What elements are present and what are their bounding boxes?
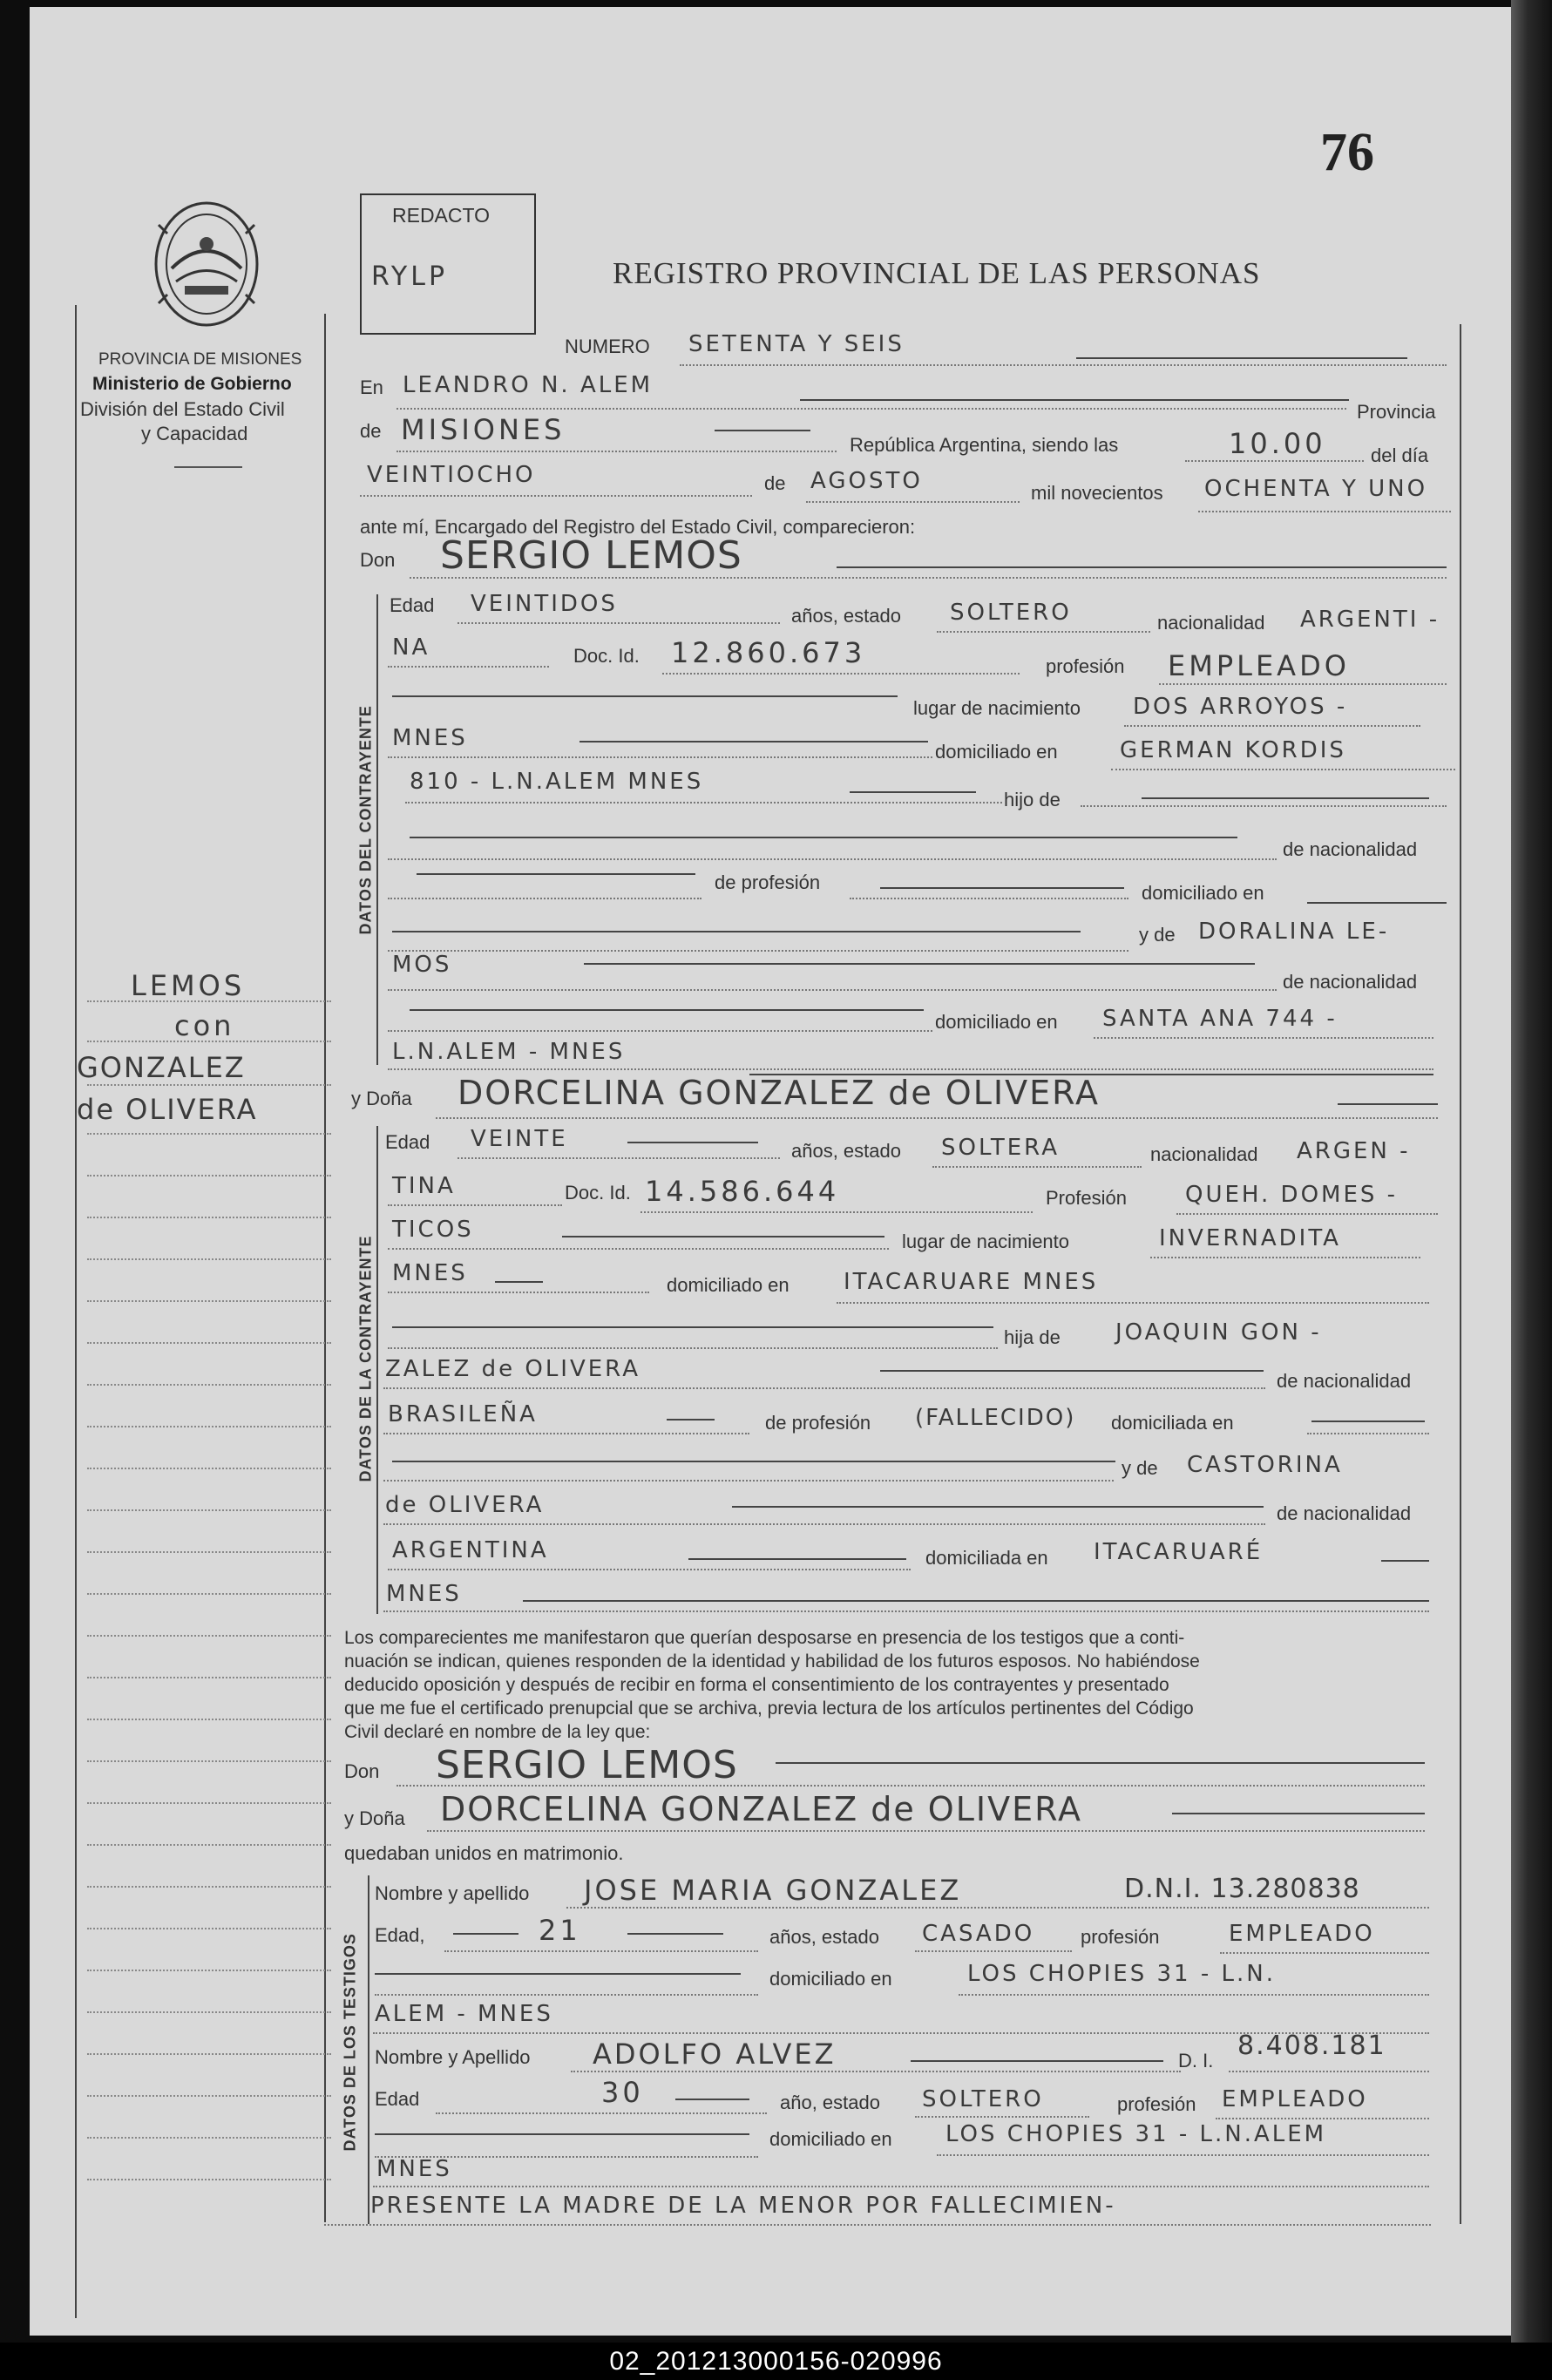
- f-padre-prof-value: (FALLECIDO): [915, 1405, 1076, 1431]
- f-y-de-label: y de: [1122, 1457, 1158, 1479]
- f-padre-prof-label: de profesión: [765, 1412, 871, 1434]
- t2-nombre-label: Nombre y Apellido: [375, 2046, 531, 2068]
- f-padre-nac-value: BRASILEÑA: [388, 1401, 538, 1427]
- c-madre-dom-value: SANTA ANA 744 -: [1102, 1006, 1338, 1032]
- t2-prof-value: EMPLEADO: [1222, 2086, 1368, 2112]
- registry-title: REGISTRO PROVINCIAL DE LAS PERSONAS: [613, 256, 1261, 290]
- c-domiciliado-label: domiciliado en: [935, 741, 1058, 763]
- f-edad-label: Edad: [385, 1131, 430, 1153]
- c-madre-dom-label: domiciliado en: [935, 1011, 1058, 1033]
- f-madre-nac-label: de nacionalidad: [1277, 1502, 1412, 1524]
- nota-final: PRESENTE LA MADRE DE LA MENOR POR FALLECIMIEN-: [370, 2193, 1116, 2219]
- t1-prof-value: EMPLEADO: [1229, 1921, 1375, 1947]
- ministry-label: Ministerio de Gobierno: [92, 374, 292, 394]
- datos-testigos-label: DATOS DE LOS TESTIGOS: [341, 1933, 359, 2152]
- declaration-line-2: nuación se indican, quienes responden de la identidad y habilidad de los futuros esposos. No habiéndose: [344, 1651, 1200, 1671]
- f-profesion-label: Profesión: [1046, 1187, 1127, 1209]
- t2-edad-label: Edad: [375, 2088, 420, 2110]
- numero-value: SETENTA Y SEIS: [688, 331, 905, 357]
- t1-edad-value: 21: [539, 1914, 581, 1947]
- provincial-seal-icon: [150, 199, 263, 329]
- t2-estado-value: SOLTERO: [922, 2086, 1044, 2112]
- en-label: En: [360, 376, 383, 398]
- c-profesion-label: profesión: [1046, 655, 1125, 677]
- del-dia-label: del día: [1371, 444, 1429, 466]
- t1-dni-value: D.N.I. 13.280838: [1124, 1874, 1360, 1904]
- page-number: 76: [1320, 123, 1374, 182]
- contrayenta-nombre: DORCELINA GONZALEZ de OLIVERA: [457, 1074, 1100, 1112]
- c-lugar-label: lugar de nacimiento: [913, 697, 1081, 719]
- esposo-nombre: SERGIO LEMOS: [436, 1743, 738, 1787]
- t1-dom-value-2: ALEM - MNES: [375, 2001, 553, 2027]
- f-madre-dom-value: ITACARUARÉ: [1094, 1539, 1264, 1565]
- f-padre-value: JOAQUIN GON -: [1115, 1319, 1322, 1346]
- f-padre-value-2: ZALEZ de OLIVERA: [385, 1356, 640, 1382]
- c-estado-value: SOLTERO: [950, 600, 1072, 626]
- f-padre-dom-label: domiciliada en: [1111, 1412, 1234, 1434]
- margin-note-1: LEMOS: [131, 969, 246, 1002]
- provincia-label: Provincia: [1357, 401, 1436, 423]
- t1-nombre-value: JOSE MARIA GONZALEZ: [584, 1874, 962, 1907]
- datos-contrayenta-label: DATOS DE LA CONTRAYENTE: [356, 1235, 375, 1482]
- de-label: de: [360, 420, 382, 442]
- f-madre-value-2: de OLIVERA: [385, 1492, 545, 1518]
- margin-note-3: GONZALEZ: [77, 1051, 246, 1084]
- declaration-line-3: deducido oposición y después de recibir en forma el consentimiento de los contrayentes y presentado: [344, 1675, 1169, 1695]
- c-lugar-value-2: MNES: [392, 725, 468, 751]
- c-lugar-value: DOS ARROYOS -: [1133, 694, 1348, 720]
- c-doc-value: 12.860.673: [671, 636, 866, 669]
- localidad-value: LEANDRO N. ALEM: [403, 372, 654, 398]
- declaration-line-5: Civil declaré en nombre de la ley que:: [344, 1722, 651, 1742]
- province-label: PROVINCIA DE MISIONES: [98, 350, 302, 369]
- f-anos-estado-label: años, estado: [791, 1140, 901, 1162]
- f-prof-value-2: TICOS: [392, 1217, 474, 1243]
- de-mes-label: de: [764, 472, 786, 494]
- t1-edad-label: Edad,: [375, 1924, 425, 1946]
- ante-mi-text: ante mí, Encargado del Registro del Estado Civil, comparecieron:: [360, 516, 916, 538]
- margin-note-4: de OLIVERA: [77, 1093, 258, 1126]
- contrayente-nombre: SERGIO LEMOS: [440, 533, 742, 578]
- mil-label: mil novecientos: [1031, 482, 1163, 504]
- t1-estado-value: CASADO: [922, 1921, 1035, 1947]
- quedaban-text: quedaban unidos en matrimonio.: [344, 1842, 624, 1864]
- c-madre-dom-value-2: L.N.ALEM - MNES: [392, 1039, 626, 1065]
- f-lugar-value: INVERNADITA: [1159, 1225, 1341, 1251]
- t1-dom-value: LOS CHOPIES 31 - L.N.: [967, 1961, 1276, 1987]
- f-padre-nac-label: de nacionalidad: [1277, 1370, 1412, 1392]
- c-madre-nac-label: de nacionalidad: [1283, 971, 1418, 993]
- c-dom-value-2: 810 - L.N.ALEM MNES: [410, 769, 704, 795]
- division-label: División del Estado Civil: [80, 398, 285, 420]
- republica-label: República Argentina, siendo las: [850, 434, 1119, 456]
- f-dom-value: ITACARUARE MNES: [844, 1269, 1099, 1295]
- t2-di-value: 8.408.181: [1237, 2031, 1386, 2061]
- declaration-line-1: Los comparecientes me manifestaron que querían desposarse en presencia de los testigos que a conti-: [344, 1628, 1185, 1648]
- t2-ano-estado-label: año, estado: [780, 2092, 880, 2113]
- c-edad-label: Edad: [390, 594, 435, 616]
- division-label-2: y Capacidad: [141, 423, 248, 444]
- c-nac-value-2: NA: [392, 634, 430, 661]
- c-doc-label: Doc. Id.: [573, 645, 640, 667]
- f-madre-value: CASTORINA: [1187, 1452, 1343, 1478]
- datos-contrayente-label: DATOS DEL CONTRAYENTE: [356, 705, 375, 935]
- mes-value: AGOSTO: [810, 468, 923, 494]
- f-estado-value: SOLTERA: [941, 1135, 1060, 1161]
- book-spine: [1511, 0, 1552, 2344]
- c-nacionalidad-label: nacionalidad: [1157, 612, 1265, 634]
- footer-caption: 02_201213000156-020996: [0, 2343, 1552, 2380]
- t2-dom-value: LOS CHOPIES 31 - L.N.ALEM: [945, 2121, 1327, 2147]
- c-padre-prof-label: de profesión: [715, 871, 821, 893]
- f-prof-value: QUEH. DOMES -: [1185, 1182, 1399, 1208]
- c-madre-value: DORALINA LE-: [1198, 919, 1390, 945]
- f-nac-value-2: TINA: [392, 1173, 456, 1199]
- hora-value: 10.00: [1229, 427, 1326, 460]
- t2-edad-value: 30: [601, 2076, 644, 2109]
- t2-dom-value-2: MNES: [376, 2156, 452, 2182]
- t1-nombre-label: Nombre y apellido: [375, 1882, 530, 1904]
- don-label: Don: [360, 549, 396, 571]
- t2-nombre-value: ADOLFO ALVEZ: [593, 2038, 837, 2071]
- c-nac-value: ARGENTI -: [1300, 607, 1440, 633]
- dona2-label: y Doña: [344, 1807, 405, 1829]
- c-prof-value: EMPLEADO: [1168, 649, 1350, 682]
- c-padre-dom-label: domiciliado en: [1142, 882, 1264, 904]
- dia-value: VEINTIOCHO: [367, 462, 536, 488]
- redacto-label: REDACTO: [392, 204, 491, 227]
- t2-di-label: D. I.: [1178, 2050, 1214, 2071]
- provincia-value: MISIONES: [401, 413, 566, 446]
- redacto-initials: RYLP: [371, 261, 449, 292]
- t2-profesion-label: profesión: [1117, 2093, 1196, 2115]
- f-doc-value: 14.586.644: [645, 1175, 840, 1208]
- f-lugar-label: lugar de nacimiento: [902, 1231, 1070, 1252]
- t2-domiciliado-label: domiciliado en: [769, 2128, 892, 2150]
- f-madre-nac-value: ARGENTINA: [392, 1537, 549, 1563]
- f-madre-dom-label: domiciliada en: [925, 1547, 1048, 1569]
- f-doc-label: Doc. Id.: [565, 1182, 631, 1204]
- dona-label: y Doña: [351, 1088, 412, 1109]
- f-hija-de-label: hija de: [1004, 1326, 1061, 1348]
- c-dom-value: GERMAN KORDIS: [1120, 737, 1346, 763]
- t1-anos-estado-label: años, estado: [769, 1926, 879, 1948]
- c-padre-nac-label: de nacionalidad: [1283, 838, 1418, 860]
- declaration-line-4: que me fue el certificado prenupcial que se archiva, previa lectura de los artículos pertinentes del Código: [344, 1699, 1194, 1719]
- f-nac-value: ARGEN -: [1297, 1138, 1411, 1164]
- margin-note-2: con: [174, 1009, 235, 1042]
- f-edad-value: VEINTE: [471, 1126, 568, 1152]
- anio-value: OCHENTA Y UNO: [1204, 476, 1428, 502]
- c-hijo-de-label: hijo de: [1004, 789, 1061, 810]
- f-lugar-value-2: MNES: [392, 1260, 468, 1286]
- f-nacionalidad-label: nacionalidad: [1150, 1143, 1258, 1165]
- f-domiciliado-label: domiciliado en: [667, 1274, 790, 1296]
- t1-profesion-label: profesión: [1081, 1926, 1160, 1948]
- c-madre-value-2: MOS: [392, 952, 452, 978]
- f-madre-dom-value-2: MNES: [386, 1581, 462, 1607]
- esposa-nombre: DORCELINA GONZALEZ de OLIVERA: [440, 1790, 1082, 1828]
- c-anos-estado-label: años, estado: [791, 605, 901, 627]
- t1-domiciliado-label: domiciliado en: [769, 1968, 892, 1990]
- don2-label: Don: [344, 1760, 380, 1782]
- c-y-de-label: y de: [1139, 924, 1176, 946]
- c-edad-value: VEINTIDOS: [471, 591, 618, 617]
- numero-label: NUMERO: [565, 336, 650, 357]
